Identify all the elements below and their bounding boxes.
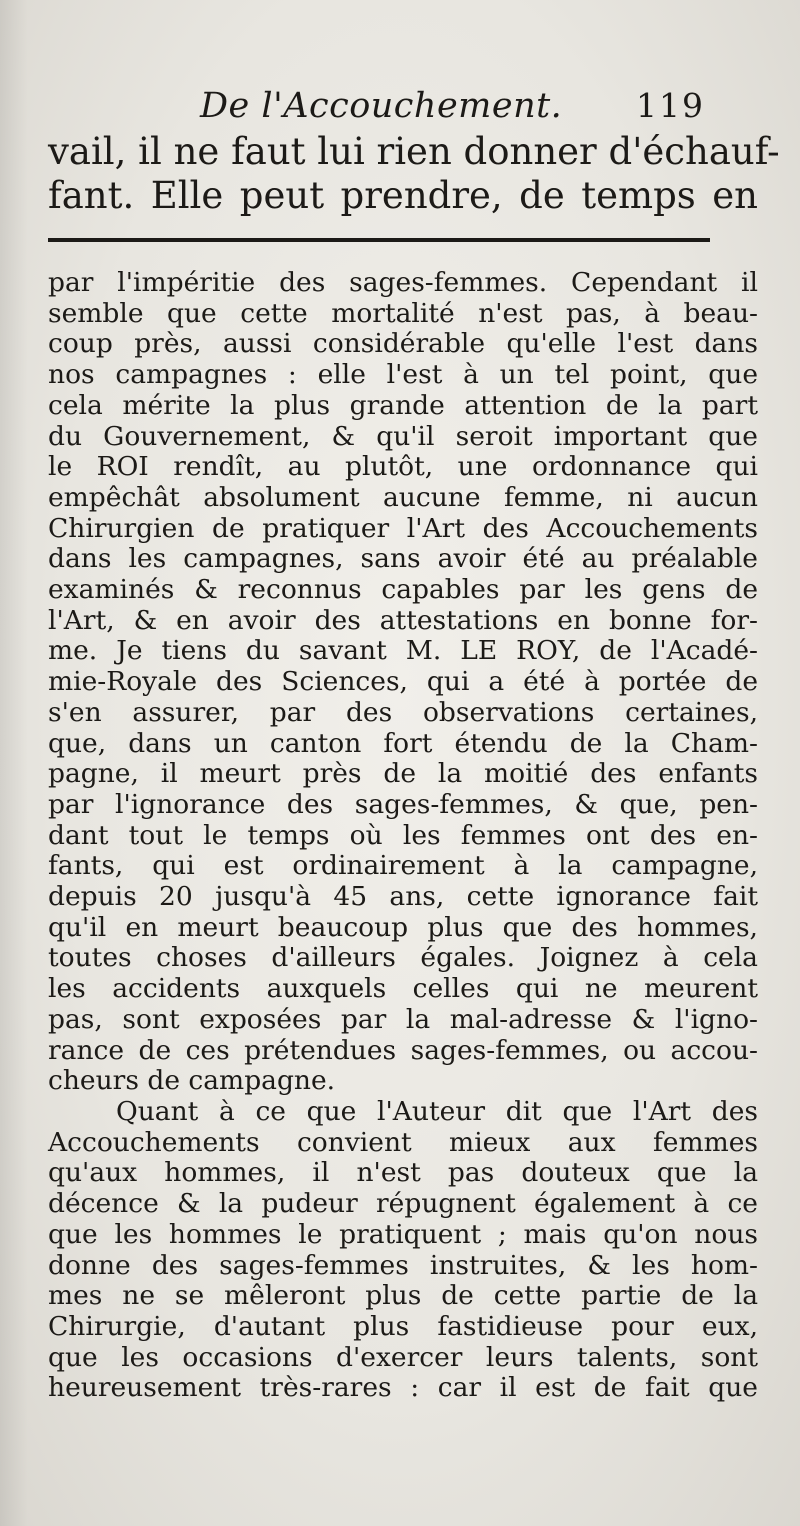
footnote-line: semble que cette mortalité n'est pas, à beau- [48,297,758,329]
running-title: De l'Accouchement. [200,86,563,126]
footnote-line: rance de ces prétendues sages-femmes, ou accou- [48,1034,758,1066]
footnote-line: mes ne se mêleront plus de cette partie de la [48,1280,758,1312]
page-gutter-shadow [0,0,28,1526]
footnote-line: pas, sont exposées par la mal-adresse & l'igno- [48,1003,758,1035]
footnote-line: examinés & reconnus capables par les gens de [48,574,758,606]
footnote-separator-rule [48,238,710,242]
footnote-line: par l'impéritie des sages-femmes. Cependant il [48,267,758,298]
footnote-line: Quant à ce que l'Auteur dit que l'Art des [116,1095,758,1127]
footnote-line: Chirurgien de pratiquer l'Art des Accouchements [48,512,758,544]
footnote-line: pagne, il meurt près de la moitié des enfants [48,758,758,790]
main-text-block [48,130,780,218]
footnote-line: empêchât absolument aucune femme, ni aucun [48,481,758,513]
footnote-line: dans les campagnes, sans avoir été au préalable [48,543,758,575]
page-number: 119 [636,86,705,125]
footnote-line: me. Je tiens du savant M. LE ROY, de l'Acadé- [48,635,758,667]
footnote-line: dant tout le temps où les femmes ont des en- [48,819,758,851]
footnote-line: cheurs de campagne. [48,1065,336,1097]
footnote-line: décence & la pudeur répugnent également à ce [48,1188,758,1220]
footnote-line: donne des sages-femmes instruites, & les hom- [48,1249,758,1281]
footnote-line: Chirurgie, d'autant plus fastidieuse pour eux, [48,1310,758,1342]
footnote-line: l'Art, & en avoir des attestations en bonne for- [48,604,758,636]
footnote-line: que les hommes le pratiquent ; mais qu'on nous [48,1218,758,1250]
footnote-line: toutes choses d'ailleurs égales. Joignez à cela [48,942,758,974]
footnote-line: fants, qui est ordinairement à la campagne, [48,850,758,882]
footnote-line: mie-Royale des Sciences, qui a été à portée de [48,666,758,698]
footnote-line: qu'aux hommes, il n'est pas douteux que la [48,1157,758,1189]
footnote-line: les accidents auxquels celles qui ne meurent [48,973,758,1005]
footnote-line: qu'il en meurt beaucoup plus que des hommes, [48,911,758,943]
footnote-line: s'en assurer, par des observations certaines, [48,696,758,728]
main-text-line: vail, il ne faut lui rien donner d'échauf- [48,130,780,173]
footnote-line: par l'ignorance des sages-femmes, & que, pen- [48,788,758,820]
footnote-line: heureusement très-rares : car il est de fait que [48,1372,758,1404]
footnote-line: que, dans un canton fort étendu de la Cham- [48,727,758,759]
footnote-line: que les occasions d'exercer leurs talents, sont [48,1341,758,1373]
footnote-line: coup près, aussi considérable qu'elle l'est dans [48,328,758,360]
footnote-line: Accouchements convient mieux aux femmes [48,1126,758,1158]
footnote-line: depuis 20 jusqu'à 45 ans, cette ignorance fait [48,881,758,913]
footnote-line: cela mérite la plus grande attention de la part [48,389,758,421]
footnote-block [48,268,758,1404]
page-header [0,78,800,128]
footnote-line: le ROI rendît, au plutôt, une ordonnance qui [48,451,758,483]
footnote-line: du Gouvernement, & qu'il seroit important que [48,420,758,452]
footnote-line: nos campagnes : elle l'est à un tel point, que [48,359,758,391]
main-text-line: fant. Elle peut prendre, de temps en [48,174,758,217]
